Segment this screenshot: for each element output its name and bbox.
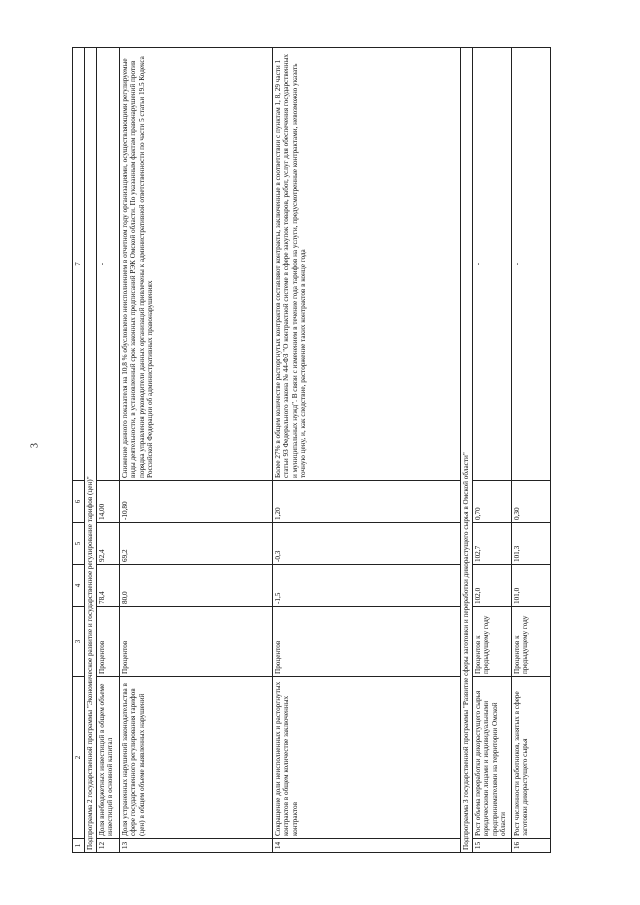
row-number: 12: [97, 839, 120, 853]
indicator-name: Доля внебюджетных инвестиций в общем объеме инвестиций в основной капитал: [97, 677, 120, 839]
table-row: [273, 48, 461, 853]
comment-cell: -: [97, 48, 120, 481]
table-row: [512, 48, 551, 853]
section-row: [85, 48, 97, 853]
deviation-value: 1,20: [273, 481, 461, 523]
plan-value: 102,0: [473, 565, 512, 607]
column-number: 7: [73, 48, 85, 481]
table-row: [97, 48, 120, 853]
column-number: 5: [73, 523, 85, 565]
row-number: 14: [273, 839, 461, 853]
rotated-page-content: [72, 48, 587, 853]
comment-cell: -: [512, 48, 551, 481]
indicator-name: Рост объема переработки дикорастущего сырья юридическими лицами и индивидуальными предпринимателями на территории Омской области: [473, 677, 512, 839]
comment-cell: -: [473, 48, 512, 481]
deviation-value: 14,00: [97, 481, 120, 523]
deviation-value: -10,80: [120, 481, 273, 523]
fact-value: 92,4: [97, 523, 120, 565]
plan-value: 78,4: [97, 565, 120, 607]
fact-value: 69,2: [120, 523, 273, 565]
fact-value: 102,7: [473, 523, 512, 565]
subprogram-2-title: Подпрограмма 2 государственной программы "Экономическое развитие и государственное регулирование тарифов (цен)": [85, 48, 97, 853]
indicator-name: Рост численности работников, занятых в сфере заготовки дикорастущего сырья: [512, 677, 551, 839]
unit-cell: Процентов к предыдущему году: [512, 607, 551, 677]
section-row: [461, 48, 473, 853]
unit-cell: Процентов к предыдущему году: [473, 607, 512, 677]
subprogram-3-title: Подпрограмма 3 государственной программы "Развитие сферы заготовки и переработки дикорастущего сырья в Омской области": [461, 48, 473, 853]
indicator-name: Доля устраненных нарушений законодательства в сфере государственного регулирования тарифов (цен) в общем объеме выявленных нарушений: [120, 677, 273, 839]
page-number: 3: [29, 443, 41, 448]
table-row: [120, 48, 273, 853]
plan-value: -1,5: [273, 565, 461, 607]
table-row: [473, 48, 512, 853]
row-number: 15: [473, 839, 512, 853]
row-number: 16: [512, 839, 551, 853]
unit-cell: Процентов: [97, 607, 120, 677]
comment-cell: Снижение данного показателя на 10,8 % обусловлено неисполнением в отчетном году организациями, осуществляющими регулируемые виды деятельности, в установленный срок законных предписаний РЭК Омской области. По указанным фактам правонарушений против порядка управления руководители данных организаций привлечены к административной ответственности по части 5 статьи 19.5 Кодекса Российской Федерации об административных правонарушениях: [120, 48, 273, 481]
deviation-value: 0,70: [473, 481, 512, 523]
plan-value: 80,0: [120, 565, 273, 607]
indicators-table: [72, 47, 551, 853]
column-number: 2: [73, 677, 85, 839]
plan-value: 101,0: [512, 565, 551, 607]
column-number: 6: [73, 481, 85, 523]
column-number-row: [73, 48, 85, 853]
unit-cell: Процентов: [120, 607, 273, 677]
comment-cell: Более 27% в общем количестве расторгнутых контрактов составляют контракты, заключенные в соответствии с пунктам 1, 8, 29 части 1 статьи 93 Федерального закона № 44-ФЗ "О контрактной системе в сфере закупок товаров, работ, услуг для обеспечения государственных и муниципальных нужд". В связи с изменением в течение года тарифов на услуги, предусмотренные контрактами, невозможно указать точную цену, и, как следствие, расторжение таких контрактов в конце года: [273, 48, 461, 481]
column-number: 4: [73, 565, 85, 607]
column-number: 3: [73, 607, 85, 677]
column-number: 1: [73, 839, 85, 853]
fact-value: 101,3: [512, 523, 551, 565]
fact-value: -0,3: [273, 523, 461, 565]
indicator-name: Сокращение доли неисполненных и расторгнутых контрактов в общем количестве заключенных контрактов: [273, 677, 461, 839]
row-number: 13: [120, 839, 273, 853]
unit-cell: Процентов: [273, 607, 461, 677]
deviation-value: 0,30: [512, 481, 551, 523]
